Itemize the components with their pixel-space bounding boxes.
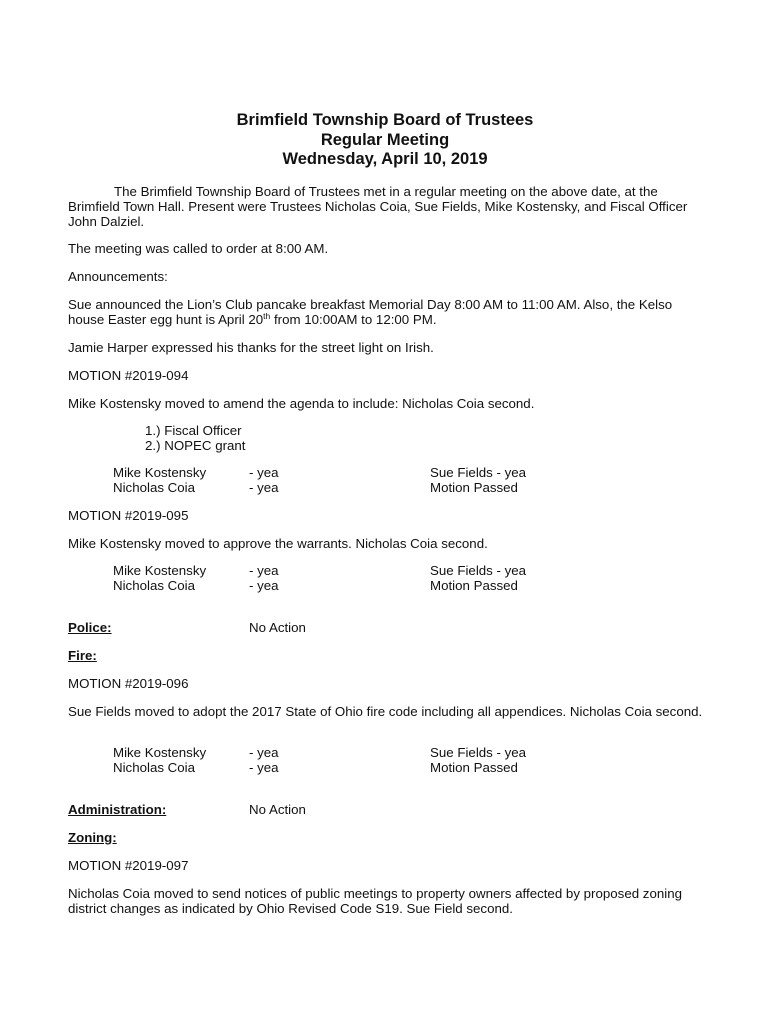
voter-name: Mike Kostensky bbox=[113, 563, 207, 578]
motion-result: Motion Passed bbox=[430, 760, 518, 775]
section-heading-zoning: Zoning: bbox=[68, 830, 117, 845]
motion-text: Nicholas Coia moved to send notices of public meetings to property owners affected by proposed zoning district changes as indicated by Ohio Revised Code S19. Sue Field second. bbox=[68, 886, 682, 916]
police-status: No Action bbox=[249, 620, 306, 635]
motion-text: Mike Kostensky moved to approve the warrants. Nicholas Coia second. bbox=[68, 536, 488, 551]
title-line-3: Wednesday, April 10, 2019 bbox=[282, 150, 488, 168]
voter-name: Mike Kostensky bbox=[113, 465, 207, 480]
vote-value: - yea bbox=[249, 480, 279, 495]
motion-text: Mike Kostensky moved to amend the agenda to include: Nicholas Coia second. bbox=[68, 396, 535, 411]
vote-value: - yea bbox=[249, 578, 279, 593]
title-line-2: Regular Meeting bbox=[320, 130, 450, 149]
motion-id: MOTION #2019-097 bbox=[68, 858, 189, 873]
announcements-label: Announcements: bbox=[68, 269, 168, 284]
call-to-order: The meeting was called to order at 8:00 AM. bbox=[68, 241, 329, 256]
list-item: 1.) Fiscal Officer bbox=[145, 423, 242, 438]
section-heading-fire: Fire: bbox=[68, 648, 97, 663]
document-title bbox=[0, 111, 770, 170]
motion-result: Motion Passed bbox=[430, 480, 518, 495]
motion-id: MOTION #2019-096 bbox=[68, 676, 189, 691]
voter-name: Nicholas Coia bbox=[113, 760, 196, 775]
voter-name: Mike Kostensky bbox=[113, 745, 207, 760]
ordinal-suffix: th bbox=[263, 311, 271, 321]
announcement-paragraph bbox=[68, 297, 708, 327]
motion-id: MOTION #2019-094 bbox=[68, 368, 189, 383]
motion-result: Motion Passed bbox=[430, 578, 518, 593]
announcement-text: Sue announced the Lion’s Club pancake breakfast Memorial Day 8:00 AM to 11:00 AM. Also, the Kelso house Easter egg hunt is April 20 bbox=[68, 297, 673, 327]
vote-value: - yea bbox=[249, 745, 279, 760]
agenda-items-list bbox=[145, 423, 246, 453]
administration-status: No Action bbox=[249, 802, 306, 817]
vote-table bbox=[113, 745, 593, 777]
vote-value: Sue Fields - yea bbox=[430, 563, 527, 578]
motion-text: Sue Fields moved to adopt the 2017 State of Ohio fire code including all appendices. Nicholas Coia second. bbox=[68, 704, 703, 719]
vote-value: - yea bbox=[249, 760, 279, 775]
voter-name: Nicholas Coia bbox=[113, 578, 196, 593]
vote-value: Sue Fields - yea bbox=[430, 745, 527, 760]
vote-value: - yea bbox=[249, 465, 279, 480]
list-item: 2.) NOPEC grant bbox=[145, 438, 246, 453]
vote-table bbox=[113, 563, 593, 595]
section-heading-administration: Administration: bbox=[68, 802, 167, 817]
vote-value: - yea bbox=[249, 563, 279, 578]
vote-table bbox=[113, 465, 593, 497]
intro-paragraph: The Brimfield Township Board of Trustees met in a regular meeting on the above date, at the Brimfield Town Hall. Present were Trustees Nicholas Coia, Sue Fields, Mike Kostensky, and Fiscal Officer John Dalziel. bbox=[68, 184, 688, 229]
thanks-paragraph: Jamie Harper expressed his thanks for the street light on Irish. bbox=[68, 340, 434, 355]
voter-name: Nicholas Coia bbox=[113, 480, 196, 495]
section-heading-police: Police: bbox=[68, 620, 112, 635]
motion-id: MOTION #2019-095 bbox=[68, 508, 189, 523]
title-line-1: Brimfield Township Board of Trustees bbox=[236, 111, 534, 129]
vote-value: Sue Fields - yea bbox=[430, 465, 527, 480]
announcement-text-end: from 10:00AM to 12:00 PM. bbox=[270, 312, 437, 327]
